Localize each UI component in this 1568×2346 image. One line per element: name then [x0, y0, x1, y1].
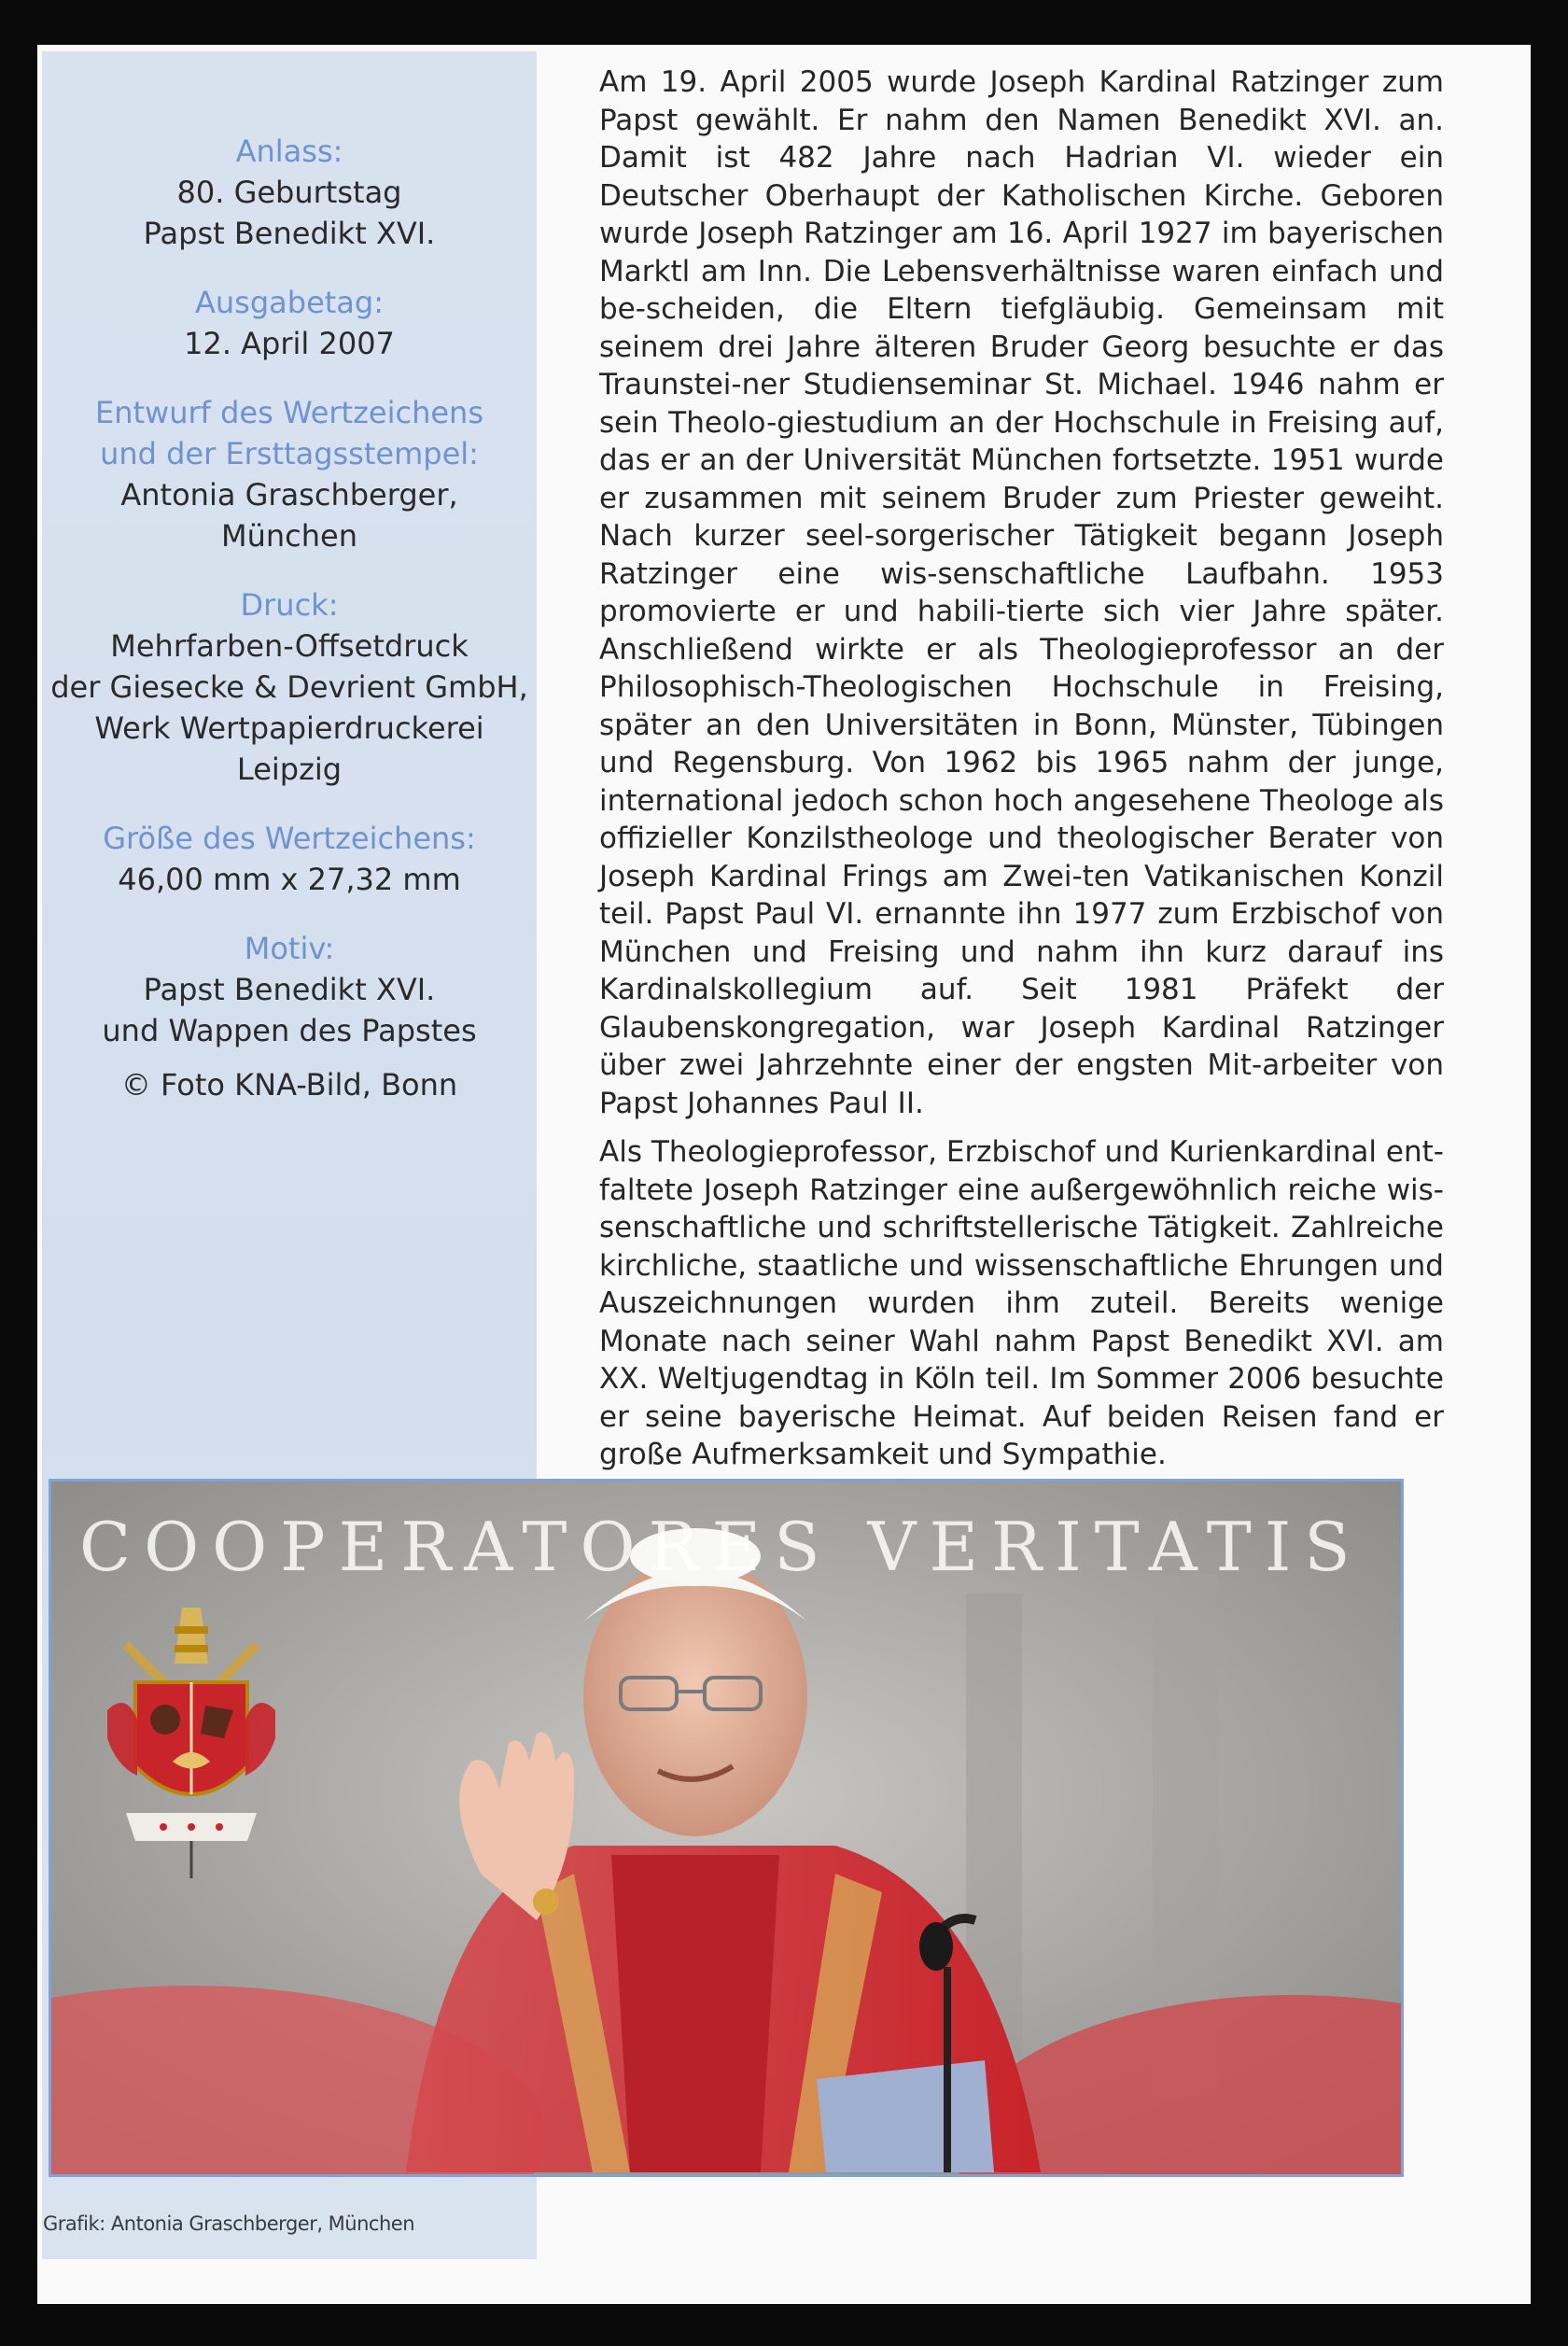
biography-text — [599, 63, 1444, 1485]
fact-value: Mehrfarben-Offsetdruck der Giesecke & Devrient GmbH, Werk Wertpapierdruckerei Leipzig — [50, 628, 528, 787]
fact-label: Anlass: — [235, 133, 343, 169]
fact-label: Ausgabetag: — [194, 285, 384, 320]
paragraph: Am 19. April 2005 wurde Joseph Kardinal Ratzinger zum Papst gewählt. Er nahm den Namen Benedikt XVI. an. Damit ist 482 Jahre nach Hadrian VI. wieder ein Deutscher Oberhaupt der Katholischen Kirche. Geboren wurde Joseph Ratzinger am 16. April 1927 im bayerischen Marktl am Inn. Die Lebensverhältnisse waren einfach und be-scheiden, die Eltern tiefgläubig. Gemeinsam mit seinem drei Jahre älteren Bruder Georg besuchte er das Traunstei-ner Studienseminar St. Michael. 1946 nahm er sein Theolo-giestudium an der Hochschule in Freising auf, das er an der Universität München fortsetzte. 1951 wurde er zusammen mit seinem Bruder zum Priester geweiht. Nach kurzer seel-sorgerischer Tätigkeit begann Joseph Ratzinger eine wis-senschaftliche Laufbahn. 1953 promovierte er und habili-tierte sich vier Jahre später. Anschließend wirkte er als Theologieprofessor an der Philosophisch-Theologischen Hochschule in Freising, später an den Universitäten in Bonn, Münster, Tübingen und Regensburg. Von 1962 bis 1965 nahm der junge, international jedoch schon hoch angesehene Theologe als offizieller Konzilstheologe und theologischer Berater von Joseph Kardinal Frings am Zwei-ten Vatikanischen Konzil teil. Papst Paul VI. ernannte ihn 1977 zum Erzbischof von München und Freising und nahm ihn kurz darauf ins Kardinalskollegium auf. Seit 1981 Präfekt der Glaubenskongregation, war Joseph Kardinal Ratzinger über zwei Jahrzehnte einer der engsten Mit-arbeiter von Papst Johannes Paul II. — [599, 65, 1444, 1120]
fact-label: Größe des Wertzeichens: — [103, 821, 476, 856]
fact-value: Antonia Graschberger, München — [120, 477, 458, 554]
fact-design — [42, 392, 537, 556]
banner-text: COOPERATORES VERITATIS — [79, 1508, 1364, 1586]
fact-value: 12. April 2007 — [184, 326, 395, 361]
paragraph: Als Theologieprofessor, Erzbischof und Kurienkardinal ent-faltete Joseph Ratzinger eine außergewöhnlich reiche wis-senschaftliche und schriftstellerische Tätigkeit. Zahlreiche kirchliche, staatliche und wissenschaftliche Ehrungen und Auszeichnungen wurden ihm zuteil. Bereits wenige Monate nach seiner Wahl nahm Papst Benedikt XVI. am XX. Weltjugendtag in Köln teil. Im Sommer 2006 besuchte er seine bayerische Heimat. Auf beiden Reisen fand er große Aufmerksamkeit und Sympathie. — [599, 1135, 1444, 1471]
stamp-facts — [42, 131, 537, 1105]
stamp-image — [49, 1479, 1404, 2177]
photo-copyright: © Foto KNA-Bild, Bonn — [120, 1067, 458, 1103]
fact-label: Druck: — [240, 587, 339, 623]
fact-motif — [42, 928, 537, 1051]
graphic-credit: Grafik: Antonia Graschberger, München — [43, 2213, 415, 2235]
fact-label: Motiv: — [244, 931, 335, 966]
fact-label: Entwurf des Wertzeichens und der Ersttagsstempel: — [95, 395, 483, 471]
fact-issue-date — [42, 282, 537, 364]
fact-printing — [42, 584, 537, 790]
fact-value: 80. Geburtstag Papst Benedikt XVI. — [143, 175, 436, 251]
fact-size — [42, 818, 537, 900]
fact-value: Papst Benedikt XVI. und Wappen des Papstes — [102, 972, 477, 1048]
fact-occasion — [42, 131, 537, 254]
fact-value: 46,00 mm x 27,32 mm — [118, 862, 461, 897]
